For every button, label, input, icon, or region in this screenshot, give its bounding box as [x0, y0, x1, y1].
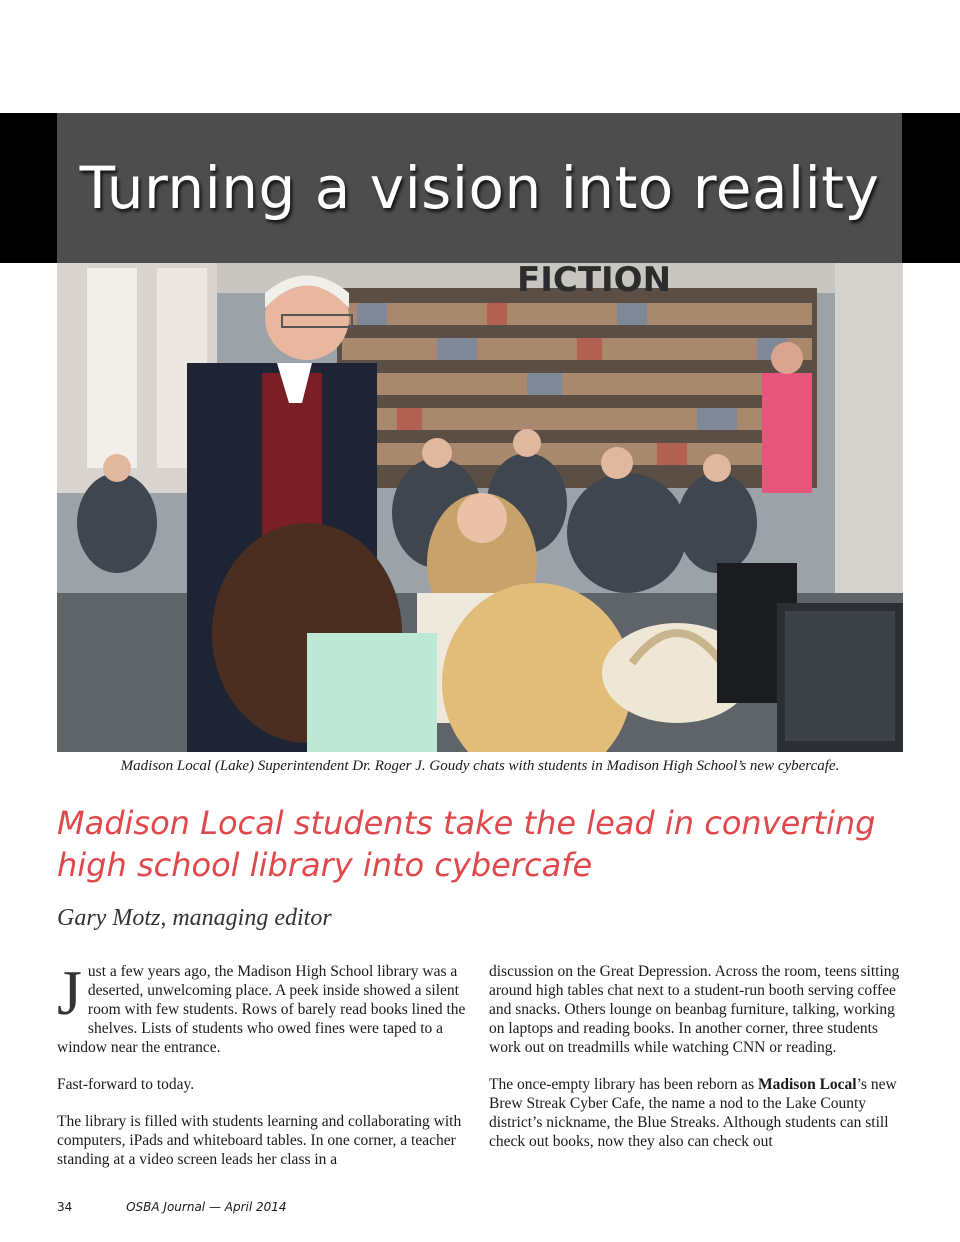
article-headline	[57, 802, 917, 886]
fiction-sign: FICTION	[517, 263, 672, 300]
paragraph-1-text: ust a few years ago, the Madison High School library was a deserted, unwelcoming place. A peek inside showed a silent room with few students. Rows of barely read books lined the shelves. Lists of students who owed fines were taped to a window near the entrance.	[57, 963, 466, 1056]
drop-cap: J	[57, 957, 82, 1028]
paragraph-5-pre: The once-empty library has been reborn as	[489, 1076, 758, 1093]
paragraph-5	[489, 1075, 901, 1151]
paragraph-3: The library is filled with students learning and collaborating with computers, iPads and whiteboard tables. In one corner, a teacher standing at a video screen leads her class in a	[57, 1113, 462, 1168]
paragraph-1	[57, 957, 469, 1057]
headline-line-1: Madison Local students take the lead in converting	[57, 804, 876, 842]
page-footer	[57, 1200, 287, 1214]
publication-info: OSBA Journal — April 2014	[126, 1200, 287, 1214]
page-number: 34	[57, 1200, 73, 1214]
paragraph-2: Fast-forward to today.	[57, 1076, 195, 1093]
photo-caption: Madison Local (Lake) Superintendent Dr. Roger J. Goudy chats with students in Madison High School’s new cybercafe.	[120, 758, 840, 774]
article-column-right	[489, 962, 901, 1169]
page-title: Turning a vision into reality	[79, 154, 880, 222]
title-banner	[57, 113, 902, 263]
paragraph-5-post: ’s new Brew Streak Cyber Cafe, the name a nod to the Lake County district’s nickname, the Blue Streaks. Although students can still check out books, now they also can check out	[489, 1076, 897, 1150]
article-column-left	[57, 957, 469, 1187]
paragraph-4: discussion on the Great Depression. Across the room, teens sitting around high tables chat next to a student-run booth serving coffee and snacks. Others lounge on beanbag furniture, talking, working on laptops and reading books. In another corner, three students work out on treadmills while watching CNN or reading.	[489, 963, 900, 1056]
article-photo	[57, 263, 903, 752]
byline: Gary Motz, managing editor	[57, 905, 332, 931]
headline-line-2: high school library into cybercafe	[57, 846, 593, 884]
district-name: Madison Local	[758, 1076, 857, 1093]
